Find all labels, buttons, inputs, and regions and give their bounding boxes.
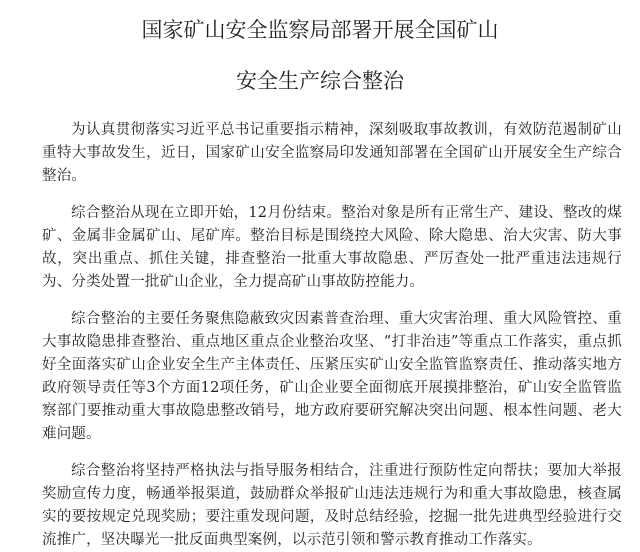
- article-paragraph-4: 综合整治将坚持严格执法与指导服务相结合，注重进行预防性定向帮扶；要加大举报奖励宣传力度，畅通举报渠道，鼓励群众举报矿山违法违规行为和重大事故隐患，核查属实的要按规定兑现奖励；要注重发现问题，及时总结经验，挖掘一批先进典型经验进行交流推广，坚决曝光一批反面典型案例，以示范引领和警示教育推动工作落实。: [42, 463, 622, 548]
- article-title-line-1: 国家矿山安全监察局部署开展全国矿山: [141, 18, 499, 42]
- article-paragraph-2: 综合整治从现在立即开始，12月份结束。整治对象是所有正常生产、建设、整改的煤矿、金属非金属矿山、尾矿库。整治目标是围绕控大风险、除大隐患、治大灾害、防大事故，突出重点、抓住关键，排查整治一批重大事故隐患、严厉查处一批严重违法违规行为、分类处置一批矿山企业，全力提高矿山事故防控能力。: [42, 205, 622, 290]
- article-title-line-2: 安全生产综合整治: [236, 69, 404, 93]
- article-paragraph-1: 为认真贯彻落实习近平总书记重要指示精神，深刻吸取事故教训，有效防范遏制矿山重特大事故发生，近日，国家矿山安全监察局印发通知部署在全国矿山开展安全生产综合整治。: [42, 122, 622, 184]
- article-body: [42, 119, 622, 552]
- article-paragraph-3: 综合整治的主要任务聚焦隐蔽致灾因素普查治理、重大灾害治理、重大风险管控、重大事故隐患排查整治、重点地区重点企业整治攻坚、“打非治违”等重点工作落实，重点抓好全面落实矿山企业安全生产主体责任、压紧压实矿山安全监管监察责任、推动落实地方政府领导责任等3个方面12项任务，矿山企业要全面彻底开展摸排整治，矿山安全监管监察部门要推动重大事故隐患整改销号，地方政府要研究解决突出问题、根本性问题、老大难问题。: [42, 311, 622, 442]
- article-title: [42, 10, 622, 101]
